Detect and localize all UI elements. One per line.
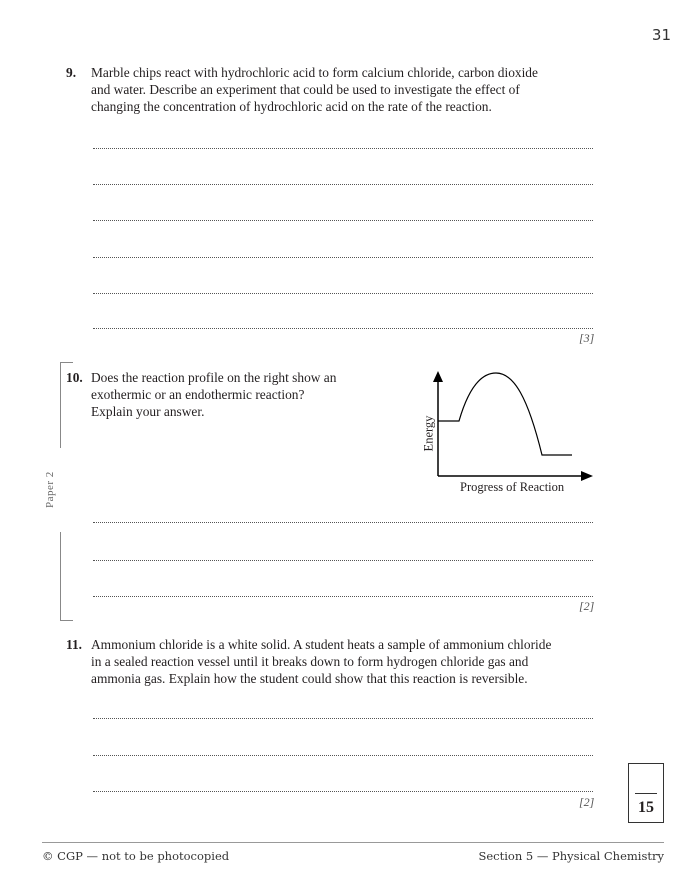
- answer-line[interactable]: [93, 255, 593, 258]
- score-box[interactable]: [628, 763, 664, 823]
- question-10-line-2: exothermic or an endothermic reaction?: [91, 387, 305, 402]
- question-11-line-2: in a sealed reaction vessel until it breaks down to form hydrogen chloride gas and: [91, 654, 529, 669]
- x-axis-label: Progress of Reaction: [460, 480, 565, 494]
- question-9: [66, 64, 606, 115]
- answer-line[interactable]: [93, 520, 593, 523]
- energy-profile-graph: [418, 368, 598, 498]
- footer-rule: [42, 842, 664, 843]
- marks-label: [3]: [579, 331, 595, 345]
- score-entry-line: [635, 793, 657, 794]
- answer-line[interactable]: [93, 146, 593, 149]
- marks-label: [2]: [579, 599, 595, 613]
- question-number: 11.: [66, 637, 82, 652]
- answer-line[interactable]: [93, 753, 593, 756]
- answer-line[interactable]: [93, 182, 593, 185]
- score-total: 15: [638, 799, 654, 816]
- footer-section: Section 5 — Physical Chemistry: [478, 849, 664, 863]
- answer-line[interactable]: [93, 594, 593, 597]
- question-11-line-1: Ammonium chloride is a white solid. A student heats a sample of ammonium chloride: [91, 637, 552, 652]
- paper-label: Paper 2: [44, 471, 56, 508]
- question-10-line-3: Explain your answer.: [91, 404, 205, 419]
- answer-line[interactable]: [93, 218, 593, 221]
- question-11: [66, 636, 626, 687]
- question-10: [66, 369, 386, 420]
- question-10-line-1: Does the reaction profile on the right show an: [91, 370, 337, 385]
- question-number: 10.: [66, 370, 83, 385]
- paper-bracket-bottom: [60, 532, 73, 621]
- answer-line[interactable]: [93, 291, 593, 294]
- marks-label: [2]: [579, 795, 595, 809]
- question-9-line-1: Marble chips react with hydrochloric acid to form calcium chloride, carbon dioxide: [91, 65, 538, 80]
- answer-line[interactable]: [93, 558, 593, 561]
- answer-line[interactable]: [93, 716, 593, 719]
- reaction-profile-diagram: [418, 368, 598, 498]
- page-number: 31: [651, 26, 671, 44]
- question-11-line-3: ammonia gas. Explain how the student could show that this reaction is reversible.: [91, 671, 528, 686]
- footer-copyright: © CGP — not to be photocopied: [42, 849, 230, 863]
- question-9-line-2: and water. Describe an experiment that could be used to investigate the effect of: [91, 82, 520, 97]
- y-axis-label: Energy: [421, 415, 436, 452]
- answer-line[interactable]: [93, 789, 593, 792]
- question-number: 9.: [66, 65, 77, 80]
- question-9-line-3: changing the concentration of hydrochloric acid on the rate of the reaction.: [91, 99, 492, 114]
- answer-line[interactable]: [93, 326, 593, 329]
